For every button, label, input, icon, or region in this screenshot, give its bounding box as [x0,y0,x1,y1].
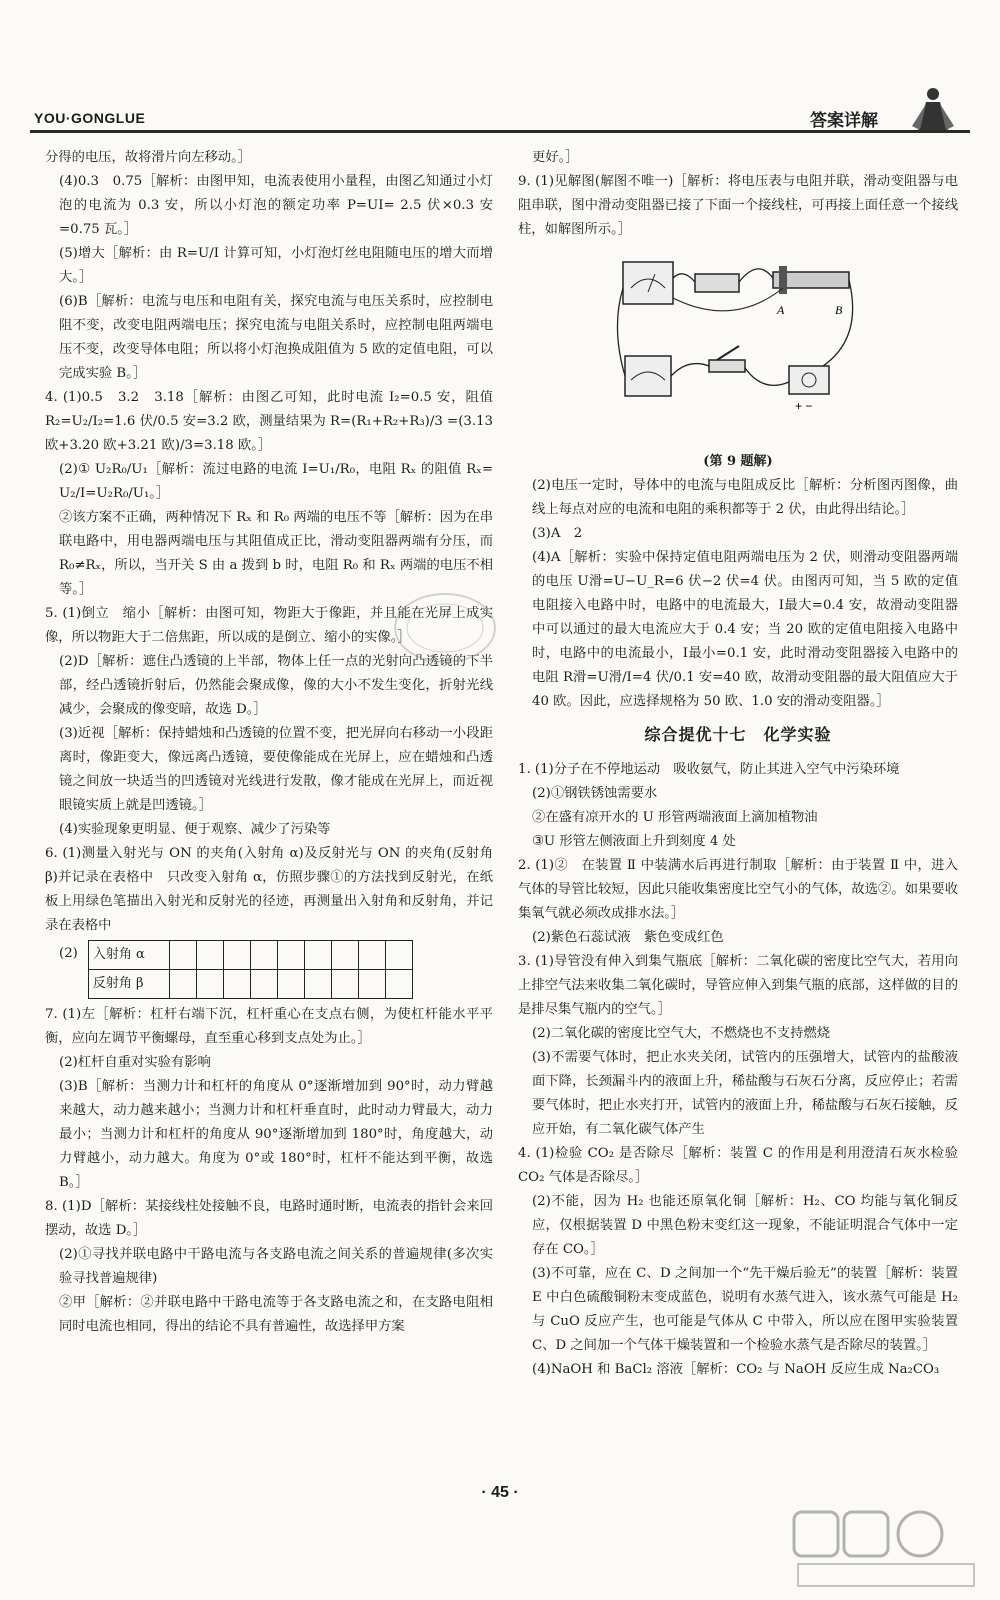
table-cell [358,970,385,999]
answer-paragraph: 7. (1)左［解析：杠杆右端下沉，杠杆重心在支点右侧，为使杠杆能水平平衡，应向左调节平衡螺母，直至重心移到支点处为止。］ [45,1007,493,1046]
table-cell [250,941,277,970]
answer-paragraph: (2)D［解析：遮住凸透镜的上半部，物体上任一点的光射向凸透镜的下半部，经凸透镜折射后，仍然能会聚成像，像的大小不发生变化，折射光线减少，会聚成的像变暗，故选 D。］ [59,654,493,717]
answer-paragraph: ②在盛有凉开水的 U 形管两端液面上滴加植物油 [532,810,818,825]
table-cell [169,941,196,970]
answer-paragraph: (2)①寻找并联电路中干路电流与各支路电流之间关系的普遍规律(多次实验寻找普遍规律) [59,1247,493,1286]
answer-paragraph: (6)B［解析：电流与电压和电阻有关，探究电流与电压关系时，应控制电阻不变，改变电阻两端电压；探究电流与电阻关系时，应控制电阻两端电压不变，改变导体电阻；所以将小灯泡换成阻值为 5 欧的定值电阻，可以完成实验 B。］ [59,294,493,381]
table-label: (2) [59,946,78,961]
table-cell [304,941,331,970]
circuit-drawing [613,248,863,448]
answer-paragraph: (3)B［解析：当测力计和杠杆的角度从 0°逐渐增加到 90°时，动力臂越来越大，动力越来越小；当测力计和杠杆垂直时，此时动力臂最大，动力最小；当测力计和杠杆的角度从 90°逐渐增加到 180°时，角度越大，动力臂越小，动力越大。角度为 0°或 180°时，杠杆不能达到平衡，故选 B。］ [59,1079,493,1190]
brand-text: YOU·GONGLUE [34,110,146,126]
table-cell [385,970,412,999]
angle-table [88,940,413,999]
answer-paragraph: (3)A 2 [532,526,583,541]
table-cell [277,970,304,999]
angle-table-block [45,938,493,1003]
answer-paragraph: 4. (1)0.5 3.2 3.18［解析：由图乙可知，此时电流 I₂=0.5 安，阻值 R₂=U₂/I₂=1.6 伏/0.5 安=3.2 欧，测量结果为 R=(R₁+R₂+R₃)/3 =(3.13 欧+3.20 欧+3.21 欧)/3=3.18 欧。］ [45,390,493,453]
table-row [88,941,412,970]
answer-paragraph: 更好。］ [532,150,579,165]
answer-paragraph: (2)紫色石蕊试液 紫色变成红色 [532,930,724,945]
answer-paragraph: (4)NaOH 和 BaCl₂ 溶液［解析：CO₂ 与 NaOH 反应生成 Na₂CO₃ [532,1362,940,1377]
resistor-icon [695,274,739,292]
watermark-logo-icon [790,1506,980,1592]
power-supply-icon [789,366,829,394]
stamp-icon [390,588,500,668]
ammeter-icon [625,356,671,396]
answer-paragraph: 9. (1)见解图(解图不唯一)［解析：将电压表与电阻并联，滑动变阻器与电阻串联，图中滑动变阻器已接了下面一个接线柱，可再接上面任意一个接线柱，如解图所示。］ [518,174,958,237]
answer-paragraph: 3. (1)导管没有伸入到集气瓶底［解析：二氧化碳的密度比空气大，若用向上排空气法来收集二氧化碳时，导管应伸入到集气瓶的底部，这样做的目的是排尽集气瓶内的空气。］ [518,954,958,1017]
answer-paragraph: (4)实验现象更明显、便于观察、减少了污染等 [59,822,331,837]
answer-paragraph: (2)二氧化碳的密度比空气大，不燃烧也不支持燃烧 [532,1026,831,1041]
answer-paragraph: 1. (1)分子在不停地运动 吸收氨气，防止其进入空气中污染环境 [518,762,900,777]
table-header-reflection: 反射角 β [88,970,169,999]
header-rule [30,130,970,133]
label-plus-minus: + − [795,399,813,413]
table-cell [196,970,223,999]
right-column [518,146,958,1382]
table-header-incidence: 入射角 α [88,941,169,970]
table-row [88,970,412,999]
table-cell [331,941,358,970]
table-cell [358,941,385,970]
answer-paragraph: (2)杠杆自重对实验有影响 [59,1055,211,1070]
superhero-logo-icon [904,86,962,134]
answer-paragraph: ③U 形管左侧液面上升到刻度 4 处 [532,834,736,849]
answer-paragraph: 4. (1)检验 CO₂ 是否除尽［解析：装置 C 的作用是利用澄清石灰水检验 CO₂ 气体是否除尽。］ [518,1146,958,1185]
page-header [30,100,970,136]
label-b: B [835,303,843,317]
label-a: A [777,303,785,317]
answer-paragraph: (2)不能，因为 H₂ 也能还原氧化铜［解析：H₂、CO 均能与氧化铜反应，仅根据装置 D 中黑色粉末变红这一现象，不能证明混合气体中一定存在 CO。］ [532,1194,958,1257]
answer-paragraph: 2. (1)② 在装置 Ⅱ 中装满水后再进行制取［解析：由于装置 Ⅱ 中，进入气体的导管比较短，因此只能收集密度比空气小的气体，故选②。如果要收集氧气就必须改成排水法。］ [518,858,958,921]
answer-paragraph: (2)① U₂R₀/U₁［解析：流过电路的电流 I=U₁/R₀，电阻 Rₓ 的阻值 Rₓ= U₂/I=U₂R₀/U₁。］ [59,462,493,501]
answer-paragraph: (2)①钢铁锈蚀需要水 [532,786,658,801]
table-cell [277,941,304,970]
table-cell [223,941,250,970]
answer-paragraph: (4)0.3 0.75［解析：由图甲知，电流表使用小量程，由图乙知通过小灯泡的电流为 0.3 安，所以小灯泡的额定功率 P=UI= 2.5 伏×0.3 安=0.75 瓦。］ [59,174,493,237]
table-cell [385,941,412,970]
header-title: 答案详解 [810,111,878,130]
answer-paragraph: (2)电压一定时，导体中的电流与电阻成反比［解析：分析图丙图像，曲线上每点对应的电流和电阻的乘积都等于 2 伏，由此得出结论。］ [532,478,958,517]
table-cell [331,970,358,999]
table-cell [223,970,250,999]
page-number: · 45 · [481,1484,519,1501]
section-heading: 综合提优十七 化学实验 [644,727,832,744]
table-cell [196,941,223,970]
answer-paragraph: 6. (1)测量入射光与 ON 的夹角(入射角 α)及反射光与 ON 的夹角(反射角 β)并记录在表格中 只改变入射角 α，仿照步骤①的方法找到反射光，在纸板上用绿色笔描出入射光和反射光的径迹，再测量出入射角和反射角，并记录在表格中 [45,846,493,933]
answer-paragraph: (5)增大［解析：由 R=U/I 计算可知，小灯泡灯丝电阻随电压的增大而增大。］ [59,246,493,285]
answer-paragraph: ②甲［解析：②并联电路中干路电流等于各支路电流之和，在支路电阻相同时电流也相同，得出的结论不具有普遍性，故选择甲方案 [59,1295,493,1334]
table-cell [250,970,277,999]
answer-paragraph: (3)不需要气体时，把止水夹关闭，试管内的压强增大，试管内的盐酸液面下降，长颈漏斗内的液面上升，稀盐酸与石灰石分离，反应停止；若需要气体时，把止水夹打开，试管内的液面上升，稀盐酸与石灰石接触，反应开始，有二氧化碳气体产生 [532,1050,958,1137]
figure-caption: (第 9 题解) [703,454,773,469]
table-cell [169,970,196,999]
left-column [45,146,493,1339]
circuit-diagram [613,248,863,448]
answer-paragraph: (4)A［解析：实验中保持定值电阻两端电压为 2 伏，则滑动变阻器两端的电压 U滑=U−U_R=6 伏−2 伏=4 伏。由图丙可知，当 5 欧的定值电阻接入电路中时，电路中的电流最大，I最大=0.4 安，故滑动变阻器中可以通过的最大电流应大于 0.4 安；当 20 欧的定值电阻接入电路中时，电路中的电流最小，I最小=0.1 安，此时滑动变阻器接入电路中的电阻 R滑=U滑/I=4 伏/0.1 安=40 欧，故滑动变阻器的最大阻值应大于 40 欧。因此，应选择规格为 50 欧、1.0 安的滑动变阻器。］ [532,550,958,709]
switch-icon [709,360,745,372]
answer-paragraph: 5. (1)倒立 缩小［解析：由图可知，物距大于像距，并且能在光屏上成实像，所以物距大于二倍焦距，所以成的是倒立、缩小的实像。］ [45,606,493,645]
answer-paragraph: 8. (1)D［解析：某接线柱处接触不良，电路时通时断，电流表的指针会来回摆动，故选 D。］ [45,1199,493,1238]
table-cell [304,970,331,999]
voltmeter-icon [623,262,673,304]
answer-paragraph: 分得的电压，故将滑片向左移动。］ [45,150,252,165]
answer-paragraph: (3)近视［解析：保持蜡烛和凸透镜的位置不变，把光屏向右移动一小段距离时，像距变大，像远离凸透镜，要使像能成在光屏上，应在蜡烛和凸透镜之间放一块适当的凹透镜对光线进行发散，像才能成在光屏上，而近视眼镜实质上就是凹透镜。］ [59,726,493,813]
answer-paragraph: ②该方案不正确，两种情况下 Rₓ 和 R₀ 两端的电压不等［解析：因为在串联电路中，用电器两端电压与其阻值成正比，滑动变阻器两端有分压，而 R₀≠Rₓ，所以，当开关 S 由 a 拨到 b 时，电阻 R₀ 和 Rₓ 两端的电压不相等。］ [59,510,493,597]
answer-paragraph: (3)不可靠，应在 C、D 之间加一个“先干燥后验无”的装置［解析：装置 E 中白色硫酸铜粉末变成蓝色，说明有水蒸气进入，该水蒸气可能是 H₂ 与 CuO 反应产生，也可能是气体从 C 中带入，所以应在图甲实验装置 C、D 之间加一个气体干燥装置和一个检验水蒸气是否除尽的装置。］ [532,1266,958,1353]
